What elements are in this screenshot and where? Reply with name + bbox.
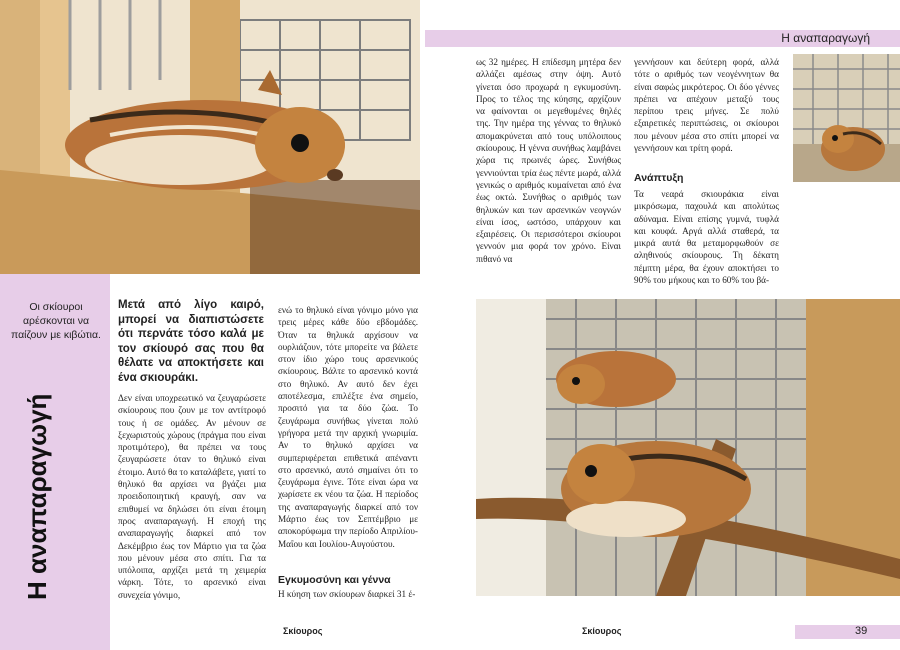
photo-chipmunks-branch — [476, 299, 900, 596]
photo-chipmunk-cage — [793, 54, 900, 182]
text-column-4: γεννήσουν και δεύτερη φορά, αλλά τότε ο αριθμός των νεογέννητων θα είναι σαφώς μικρότερος. Οι δύο γέννες πρέπει να απέχουν μεταξύ τους περίπου τρεις μήνες. Σε πολύ εξαιρετικές περιπτώσεις, οι σκίουροι που μένουν μέσα στο σπίτι μπορεί να γεννήσουν και τρίτη φορά. — [634, 57, 782, 154]
text-column-1: Δεν είναι υποχρεωτικό να ζευγαρώσετε σκίουρους που ζουν με τον αντίτροφό τους ή σε ομάδες. Αν μένουν σε ξεχωριστούς χώρους (πράγμα που είναι προτιμότερο), θα πρέπει να τους ζευγαρώσετε όταν το θηλυκό είναι έτοιμο. Αυτό θα το καταλάβετε, γιατί το θηλυκό θα αρχίσει να βγάζει μια προειδοποιητική κραυγή, σαν να επιθυμεί να δηλώσει ότι είναι έτοιμη προς αναπαραγωγή. Η εποχή της αναπαραγωγής διαρκεί από τον Δεκέμβριο έως τον Μάρτιο για τα ζώα που μένουν μέσα στο σπίτι. Για τα υπόλοιπα, αρχίζει μετά τη χειμερία νάρκη. Τότε, το αρσενικό είναι συνεχεία γόνιμο, — [118, 393, 269, 600]
page-number: 39 — [855, 625, 868, 637]
lead-paragraph: Μετά από λίγο καιρό, μπορεί να διαπιστώσετε ότι περνάτε τόσο καλά με τον σκίουρό σας που θα θέλατε να αποκτήσετε και ένα σκιουράκι. — [118, 299, 264, 384]
text-column-2: ενώ το θηλυκό είναι γόνιμο μόνο για τρεις μέρες κάθε δύο εβδομάδες. Όταν τα θηλυκά αρχίσουν να ουρλιάζουν, τότε μπορείτε να βάλετε στον ίδιο χώρο τους αρσενικούς σκίουρους. Βάλτε το αρσενικό κοντά στο θηλυκό. Αν αυτό δεν έχει αποτέλεσμα, επιλέξτε ένα σημείο, προσιτό για τα δύο ζώα. Το ζευγάρωμα συνήθως γίνεται πολύ γρήγορα μετά την αρχική γνωριμία. Αν το θηλυκό αρχίσει να συμπεριφέρεται επιθετικά απέναντι στο αρσενικό, αυτό σημαίνει ότι το ζευγάρωμα έγινε. Τότε είναι ώρα να χωρίσετε εκ νέου τα ζώα. Η περίοδος της αναπαραγωγής διαρκεί από τον Μάρτιο έως τον Σεπτέμβριο με αποκορύφωμα την περίοδο Απριλίου-Μαΐου και Ιουλίου-Αυγούστου. — [278, 305, 421, 549]
vertical-chapter-title: Η αναπαραγωγή — [22, 393, 52, 600]
page-number-band — [795, 625, 900, 639]
text-column-2-end: Η κύηση των σκίουρων διαρκεί 31 έ- — [278, 589, 416, 599]
section-heading-development: Ανάπτυξη — [634, 172, 684, 184]
section-heading-pregnancy: Εγκυμοσύνη και γέννα — [278, 574, 391, 586]
photo-chipmunk-shelf — [0, 0, 420, 274]
running-header: Η αναπαραγωγή — [781, 31, 870, 45]
text-column-4b: Τα νεαρά σκιουράκια είναι μικρόσωμα, παχουλά και απολύτως αδύναμα. Είναι επίσης γυμνά, τυφλά και κουφά. Αργά αλλά σταθερά, τα μικρά αυτά θα μεταμορφωθούν σε αληθινούς σκίουρους. Τη δέκατη πέμπτη μέρα, θα έχουν αποκτήσει το 90% του μήκους και το 60% του βά- — [634, 189, 782, 286]
photo-caption: Οι σκίουροι αρέσκονται να παίζουν με κιβώτια. — [11, 301, 101, 341]
right-footer: Σκίουρος — [582, 626, 622, 636]
left-footer: Σκίουρος — [283, 626, 323, 636]
text-column-3: ως 32 ημέρες. Η επίδεσμη μητέρα δεν αλλάζει αμέσως στην όψη. Αυτό γίνεται όσο προχωρά η εγκυμοσύνη. Προς το τέλος της κύησης, αρχίζουν να φαίνονται οι μεγεθυμένες θηλές της. Την ημέρα της γέννας το θηλυκό απομακρύνεται από τους υπόλοιπους σκίουρους. Η γέννα συνήθως λαμβάνει χώρα τις πρωινές ώρες. Συνήθως γεννιούνται τρία έως πέντε μωρά, αλλά γενικώς ο αριθμός κυμαίνεται από ένα έως οκτώ. Συνήθως ο αριθμός των θηλυκών και των αρσενικών νεογνών είναι ίσος, ωστόσο, υπάρχουν και εξαιρέσεις. Οι περισσότεροι σκίουροι γεννούν μια φορά τον χρόνο. Είναι πιθανό να — [476, 57, 624, 264]
